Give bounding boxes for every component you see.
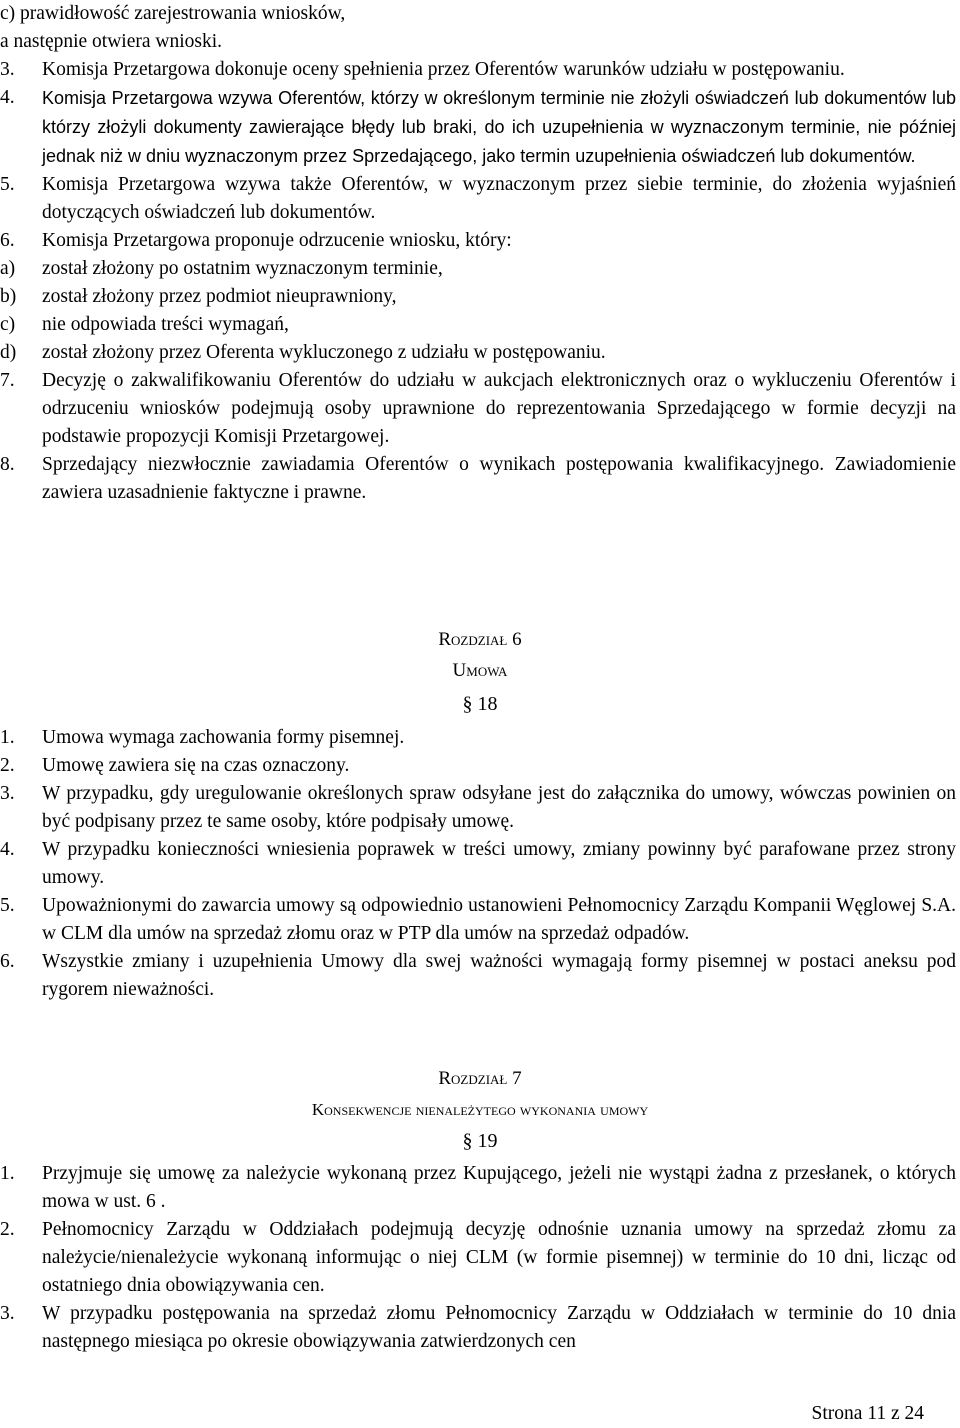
sub-item-text: został złożony przez podmiot nieuprawniony, (42, 286, 397, 307)
list-item-number: 7. (0, 370, 15, 391)
sub-item-a (0, 255, 956, 283)
chapter-6-item-5 (0, 892, 956, 948)
list-item-6 (0, 227, 956, 367)
chapter-6-item-6 (0, 948, 956, 1004)
list-item-number: 3. (0, 59, 15, 80)
chapter-6-paragraph-sign: § 18 (462, 693, 498, 715)
list-item-7 (0, 367, 956, 451)
list-item-text: W przypadku konieczności wniesienia poprawek w treści umowy, zmiany powinny być parafowane przez strony umowy. (42, 839, 956, 888)
sub-item-text: został złożony po ostatnim wyznaczonym terminie, (42, 258, 443, 279)
sub-item-b (0, 283, 956, 311)
sub-item-d (0, 339, 956, 367)
list-item-text: Komisja Przetargowa proponuje odrzucenie wniosku, który: (42, 230, 512, 251)
list-item-text: Komisja Przetargowa wzywa także Oferentów, w wyznaczonym przez siebie terminie, do złożenia wyjaśnień dotyczących oświadczeń lub dokumentów. (42, 174, 956, 223)
list-item-text: Komisja Przetargowa wzywa Oferentów, którzy w określonym terminie nie złożyli oświadczeń lub dokumentów lub którzy złożyli dokumenty zawierające błędy lub braki, do ich uzupełnienia w wyznaczonym terminie, nie później jednak niż w dniu wyznaczonym przez Sprzedającego, jako termin uzupełnienia oświadczeń lub dokumentów. (42, 88, 956, 166)
chapter-6-title: Rozdział 6 (438, 629, 522, 650)
chapter-7-item-1 (0, 1160, 956, 1216)
list-item-text: Przyjmuje się umowę za należycie wykonaną przez Kupującego, jeżeli nie wystąpi żadna z przesłanek, o których mowa w ust. 6 . (42, 1163, 956, 1212)
list-item-number: 1. (0, 727, 15, 748)
list-item-text: Komisja Przetargowa dokonuje oceny spełnienia przez Oferentów warunków udziału w postępowaniu. (42, 59, 845, 80)
chapter-7-item-2 (0, 1216, 956, 1300)
sub-item-text: został złożony przez Oferenta wykluczonego z udziału w postępowaniu. (42, 342, 606, 363)
list-item-number: 4. (0, 87, 15, 108)
list-item-text: Decyzję o zakwalifikowaniu Oferentów do udziału w aukcjach elektronicznych oraz o wykluczeniu Oferentów i odrzuceniu wniosków podejmują osoby uprawnione do reprezentowania Sprzedającego w formie decyzji na podstawie propozycji Komisji Przetargowej. (42, 370, 956, 447)
list-item-c-continuation (0, 28, 956, 56)
sub-item-label: c) (0, 314, 16, 335)
list-item-text: Sprzedający niezwłocznie zawiadamia Oferentów o wynikach postępowania kwalifikacyjnego. Zawiadomienie zawiera uzasadnienie faktyczne i prawne. (42, 454, 956, 503)
list-item-text: c) prawidłowość zarejestrowania wniosków, (0, 3, 346, 24)
list-item-number: 1. (0, 1163, 15, 1184)
list-item-number: 5. (0, 895, 15, 916)
list-item-number: 2. (0, 1219, 15, 1240)
list-item-number: 6. (0, 230, 15, 251)
list-item-c (0, 0, 956, 28)
list-item-text: W przypadku postępowania na sprzedaż złomu Pełnomocnicy Zarządu w Oddziałach w terminie do 10 dnia następnego miesiąca po okresie obowiązywania zatwierdzonych cen (42, 1303, 956, 1352)
list-item-5 (0, 171, 956, 227)
chapter-7-paragraph-sign: § 19 (462, 1130, 498, 1152)
list-item-8 (0, 451, 956, 507)
chapter-7-item-3 (0, 1300, 956, 1356)
top-section (0, 0, 956, 507)
sub-item-c (0, 311, 956, 339)
list-item-text: Upoważnionymi do zawarcia umowy są odpowiednio ustanowieni Pełnomocnicy Zarządu Kompanii Węglowej S.A. w CLM dla umów na sprzedaż złomu oraz w PTP dla umów na sprzedaż odpadów. (42, 895, 956, 944)
chapter-7-list (0, 1160, 956, 1356)
list-item-number: 4. (0, 839, 15, 860)
sub-item-label: b) (0, 286, 17, 307)
chapter-6-list (0, 724, 956, 1004)
list-item-number: 3. (0, 1303, 15, 1324)
list-item-3 (0, 56, 956, 84)
list-item-text: a następnie otwiera wnioski. (0, 31, 223, 52)
page-number-footer: Strona 11 z 24 (811, 1403, 924, 1424)
sub-item-text: nie odpowiada treści wymagań, (42, 314, 289, 335)
chapter-6-item-1 (0, 724, 956, 752)
chapter-6-item-4 (0, 836, 956, 892)
chapter-7-title: Rozdział 7 (438, 1068, 522, 1089)
chapter-6-item-2 (0, 752, 956, 780)
list-item-text: Umowa wymaga zachowania formy pisemnej. (42, 727, 405, 748)
list-item-number: 3. (0, 783, 15, 804)
list-item-text: Umowę zawiera się na czas oznaczony. (42, 755, 350, 776)
list-item-text: Wszystkie zmiany i uzupełnienia Umowy dla swej ważności wymagają formy pisemnej w postaci aneksu pod rygorem nieważności. (42, 951, 956, 1000)
sub-item-label: a) (0, 258, 16, 279)
sub-item-label: d) (0, 342, 17, 363)
list-item-text: Pełnomocnicy Zarządu w Oddziałach podejmują decyzję odnośnie uznania umowy na sprzedaż złomu za należycie/nienależycie wykonaną informując o niej CLM (w formie pisemnej) w terminie do 10 dni, licząc od ostatniego dnia obowiązywania cen. (42, 1219, 956, 1296)
list-item-number: 8. (0, 454, 15, 475)
list-item-4 (0, 84, 956, 171)
chapter-7-subtitle: Konsekwencje nienależytego wykonania umowy (311, 1100, 649, 1119)
list-item-number: 2. (0, 755, 15, 776)
list-item-number: 6. (0, 951, 15, 972)
list-item-text: W przypadku, gdy uregulowanie określonych spraw odsyłane jest do załącznika do umowy, wówczas powinien on być podpisany przez te same osoby, które podpisały umowę. (42, 783, 956, 832)
list-item-number: 5. (0, 174, 15, 195)
chapter-6-subtitle: Umowa (452, 660, 508, 681)
chapter-6-item-3 (0, 780, 956, 836)
